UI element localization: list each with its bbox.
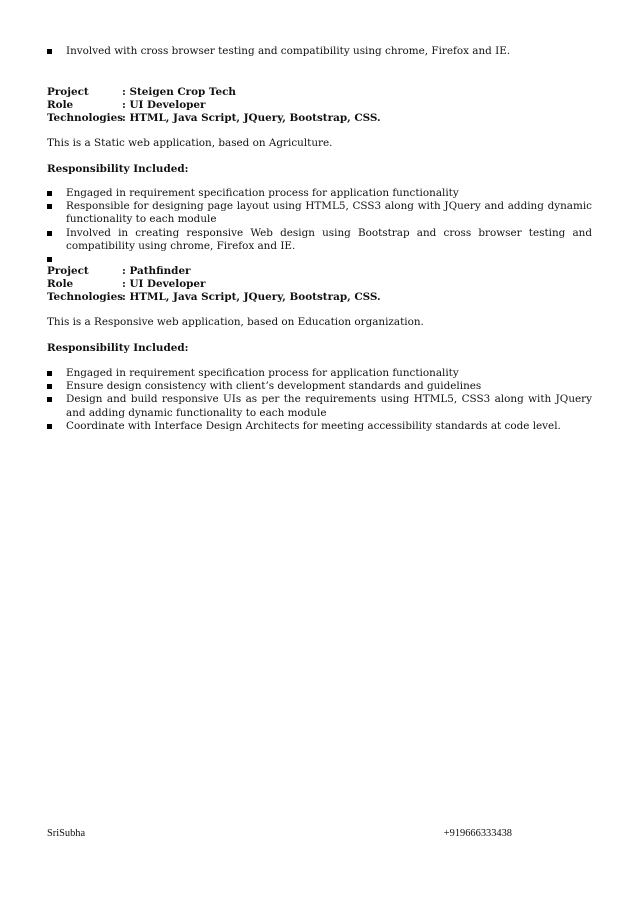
field-value: : Steigen Crop Tech bbox=[122, 86, 236, 98]
footer-name: SriSubha bbox=[47, 828, 86, 839]
square-bullet-icon bbox=[47, 231, 52, 236]
list-item: Engaged in requirement specification process for application functionality bbox=[47, 367, 592, 380]
square-bullet-icon bbox=[47, 204, 52, 209]
field-label: Technologies bbox=[47, 111, 124, 124]
field-label: Role bbox=[47, 98, 74, 111]
project-1-details bbox=[47, 86, 592, 124]
project-2-description: This is a Responsive web application, based on Education organization. bbox=[47, 316, 424, 328]
square-bullet-icon bbox=[47, 49, 52, 54]
project-field-row bbox=[47, 112, 592, 125]
project-field-row bbox=[47, 278, 592, 291]
field-label: Technologies bbox=[47, 290, 124, 303]
footer-phone: +919666333438 bbox=[443, 828, 512, 839]
project-field-row bbox=[47, 265, 592, 278]
project-1-description: This is a Static web application, based on Agriculture. bbox=[47, 137, 333, 149]
field-value: : UI Developer bbox=[122, 277, 206, 290]
page-footer bbox=[47, 828, 512, 839]
field-value: : HTML, Java Script, JQuery, Bootstrap, CSS. bbox=[122, 290, 381, 303]
project-1-responsibility-list bbox=[47, 187, 592, 266]
field-value: : Pathfinder bbox=[122, 265, 191, 277]
list-item: Ensure design consistency with client’s development standards and guidelines bbox=[47, 380, 592, 393]
top-bullet-list bbox=[47, 45, 592, 58]
list-item: Design and build responsive UIs as per the requirements using HTML5, CSS3 along with JQuery and adding dynamic functionality to each module bbox=[47, 393, 592, 419]
list-item: Involved with cross browser testing and compatibility using chrome, Firefox and IE. bbox=[47, 45, 592, 58]
square-bullet-icon bbox=[47, 397, 52, 402]
field-label: Role bbox=[47, 277, 74, 290]
project-field-row bbox=[47, 291, 592, 304]
project-2-responsibility-list bbox=[47, 367, 592, 433]
project-2-responsibility-heading: Responsibility Included: bbox=[47, 342, 189, 354]
square-bullet-icon bbox=[47, 424, 52, 429]
field-value: : HTML, Java Script, JQuery, Bootstrap, CSS. bbox=[122, 111, 381, 124]
square-bullet-icon bbox=[47, 384, 52, 389]
square-bullet-icon bbox=[47, 191, 52, 196]
list-item: Involved in creating responsive Web design using Bootstrap and cross browser testing and compatibility using chrome, Firefox and IE. bbox=[47, 227, 592, 253]
field-value: : UI Developer bbox=[122, 98, 206, 111]
field-label: Project bbox=[47, 265, 89, 277]
project-1-responsibility-heading: Responsibility Included: bbox=[47, 163, 189, 175]
field-label: Project bbox=[47, 86, 89, 98]
square-bullet-icon bbox=[47, 371, 52, 376]
list-item: Coordinate with Interface Design Architects for meeting accessibility standards at code level. bbox=[47, 420, 592, 433]
project-field-row bbox=[47, 99, 592, 112]
square-bullet-icon bbox=[47, 257, 52, 262]
project-2-details bbox=[47, 265, 592, 303]
list-item: Engaged in requirement specification process for application functionality bbox=[47, 187, 592, 200]
list-item: Responsible for designing page layout using HTML5, CSS3 along with JQuery and adding dynamic functionality to each module bbox=[47, 200, 592, 226]
project-field-row bbox=[47, 86, 592, 99]
